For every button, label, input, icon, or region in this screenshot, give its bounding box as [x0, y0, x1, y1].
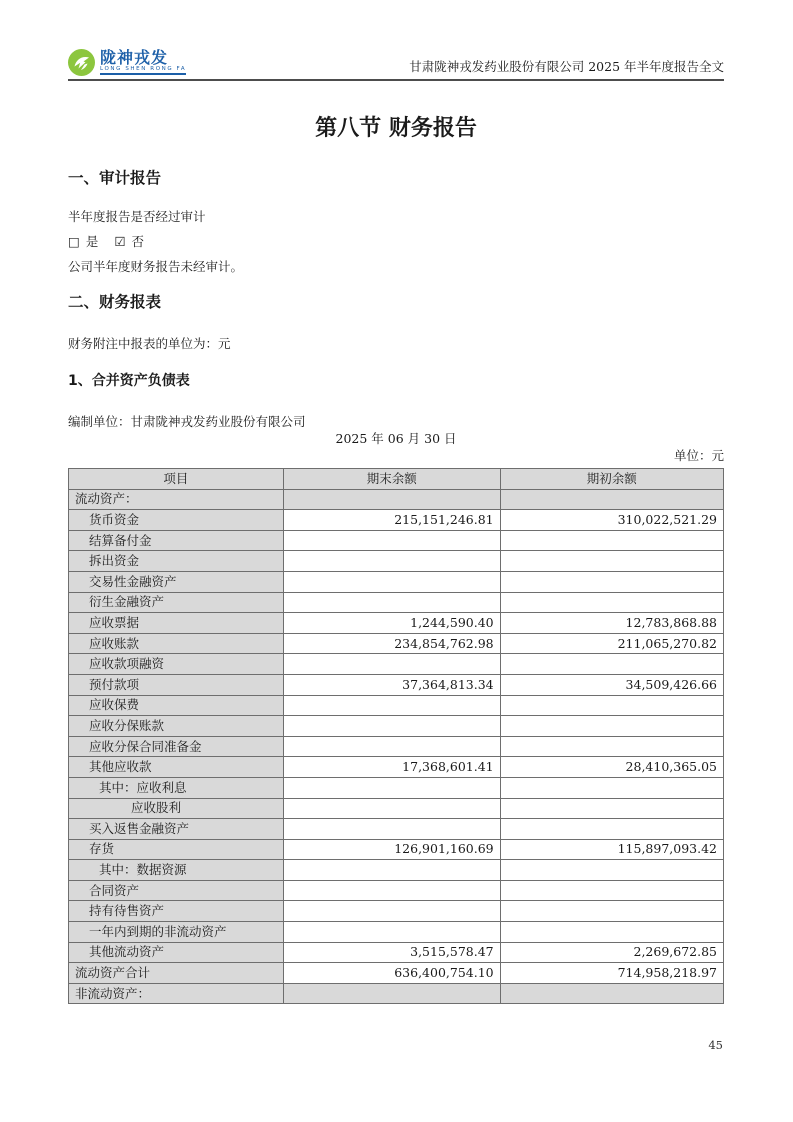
ending-balance-cell — [283, 860, 500, 881]
item-cell: 应收保费 — [69, 695, 284, 716]
table-header-row — [69, 469, 724, 490]
beginning-balance-cell — [500, 922, 723, 943]
audit-option-yes — [68, 234, 104, 249]
logo-text — [100, 50, 186, 75]
table-row — [69, 695, 724, 716]
item-cell: 预付款项 — [69, 674, 284, 695]
header-doc-title: 甘肃陇神戎发药业股份有限公司 2025 年半年度报告全文 — [409, 59, 724, 74]
ending-balance-cell: 17,368,601.41 — [283, 757, 500, 778]
logo-bird-icon — [68, 49, 95, 76]
page-number: 45 — [708, 1038, 723, 1052]
header-rule — [68, 79, 724, 81]
table-row — [69, 510, 724, 531]
beginning-balance-cell: 34,509,426.66 — [500, 674, 723, 695]
item-cell: 货币资金 — [69, 510, 284, 531]
checkbox-unchecked-icon: □ — [68, 234, 80, 249]
beginning-balance-cell — [500, 901, 723, 922]
beginning-balance-cell — [500, 798, 723, 819]
item-cell: 流动资产合计 — [69, 963, 284, 984]
item-cell: 买入返售金融资产 — [69, 819, 284, 840]
beginning-balance-cell — [500, 592, 723, 613]
ending-balance-cell — [283, 530, 500, 551]
option-yes-label: 是 — [85, 234, 99, 249]
table-row — [69, 592, 724, 613]
ending-balance-cell — [283, 716, 500, 737]
statements-unit-note: 财务附注中报表的单位为：元 — [68, 336, 231, 351]
beginning-balance-cell: 714,958,218.97 — [500, 963, 723, 984]
audit-option-no — [114, 234, 150, 249]
table-row — [69, 901, 724, 922]
item-cell: 拆出资金 — [69, 551, 284, 572]
item-cell: 流动资产： — [69, 489, 284, 510]
item-cell: 应收股利 — [69, 798, 284, 819]
ending-balance-cell — [283, 592, 500, 613]
page-header — [68, 46, 724, 76]
table-row — [69, 736, 724, 757]
item-cell: 衍生金融资产 — [69, 592, 284, 613]
ending-balance-cell — [283, 695, 500, 716]
item-cell: 其他流动资产 — [69, 942, 284, 963]
table-row — [69, 674, 724, 695]
item-cell: 持有待售资产 — [69, 901, 284, 922]
item-cell: 其中：数据资源 — [69, 860, 284, 881]
beginning-balance-cell: 28,410,365.05 — [500, 757, 723, 778]
statements-section-heading: 二、财务报表 — [68, 293, 162, 311]
table-row — [69, 571, 724, 592]
ending-balance-cell — [283, 571, 500, 592]
prepared-by: 编制单位：甘肃陇神戎发药业股份有限公司 — [68, 414, 306, 429]
beginning-balance-cell — [500, 819, 723, 840]
table-row — [69, 633, 724, 654]
page-title: 第八节 财务报告 — [315, 116, 477, 141]
table-row — [69, 716, 724, 737]
checkbox-checked-icon: ☑ — [114, 234, 126, 249]
table-row — [69, 757, 724, 778]
ending-balance-cell: 3,515,578.47 — [283, 942, 500, 963]
table-row — [69, 880, 724, 901]
table-row — [69, 489, 724, 510]
item-cell: 其中：应收利息 — [69, 777, 284, 798]
beginning-balance-cell: 2,269,672.85 — [500, 942, 723, 963]
ending-balance-cell: 234,854,762.98 — [283, 633, 500, 654]
beginning-balance-cell — [500, 736, 723, 757]
beginning-balance-cell — [500, 983, 723, 1004]
ending-balance-cell — [283, 736, 500, 757]
beginning-balance-cell — [500, 530, 723, 551]
audit-question: 半年度报告是否经过审计 — [68, 209, 206, 224]
ending-balance-cell — [283, 922, 500, 943]
ending-balance-cell — [283, 880, 500, 901]
beginning-balance-cell: 115,897,093.42 — [500, 839, 723, 860]
item-cell: 应收分保合同准备金 — [69, 736, 284, 757]
table-row — [69, 613, 724, 634]
beginning-balance-cell — [500, 695, 723, 716]
ending-balance-cell: 1,244,590.40 — [283, 613, 500, 634]
beginning-balance-cell: 310,022,521.29 — [500, 510, 723, 531]
audit-options — [68, 234, 724, 249]
table-row — [69, 839, 724, 860]
item-cell: 应收分保账款 — [69, 716, 284, 737]
beginning-balance-cell — [500, 880, 723, 901]
beginning-balance-cell — [500, 654, 723, 675]
table-row — [69, 963, 724, 984]
item-cell: 非流动资产： — [69, 983, 284, 1004]
beginning-balance-cell: 12,783,868.88 — [500, 613, 723, 634]
ending-balance-cell: 636,400,754.10 — [283, 963, 500, 984]
table-row — [69, 530, 724, 551]
col-header-item: 项目 — [69, 469, 284, 490]
item-cell: 结算备付金 — [69, 530, 284, 551]
table-row — [69, 819, 724, 840]
item-cell: 一年内到期的非流动资产 — [69, 922, 284, 943]
item-cell: 合同资产 — [69, 880, 284, 901]
table-row — [69, 798, 724, 819]
item-cell: 其他应收款 — [69, 757, 284, 778]
beginning-balance-cell: 211,065,270.82 — [500, 633, 723, 654]
col-header-ending-balance: 期末余额 — [283, 469, 500, 490]
ending-balance-cell — [283, 983, 500, 1004]
table-row — [69, 654, 724, 675]
unit-label: 单位：元 — [673, 448, 724, 463]
ending-balance-cell — [283, 901, 500, 922]
balance-sheet-subheading: 1、合并资产负债表 — [68, 373, 190, 389]
table-row — [69, 777, 724, 798]
logo-name-cn: 陇神戎发 — [100, 48, 169, 67]
balance-sheet-date: 2025 年 06 月 30 日 — [335, 431, 457, 446]
ending-balance-cell: 37,364,813.34 — [283, 674, 500, 695]
company-logo — [68, 49, 186, 76]
ending-balance-cell — [283, 798, 500, 819]
beginning-balance-cell — [500, 860, 723, 881]
beginning-balance-cell — [500, 571, 723, 592]
ending-balance-cell — [283, 489, 500, 510]
item-cell: 应收账款 — [69, 633, 284, 654]
balance-sheet-table — [68, 468, 724, 1004]
ending-balance-cell — [283, 819, 500, 840]
item-cell: 交易性金融资产 — [69, 571, 284, 592]
table-row — [69, 551, 724, 572]
logo-name-en: LONG SHEN RONG FA — [100, 66, 187, 72]
ending-balance-cell: 215,151,246.81 — [283, 510, 500, 531]
table-row — [69, 983, 724, 1004]
beginning-balance-cell — [500, 777, 723, 798]
option-no-label: 否 — [131, 234, 145, 249]
item-cell: 存货 — [69, 839, 284, 860]
audit-conclusion: 公司半年度财务报告未经审计。 — [68, 259, 244, 274]
ending-balance-cell — [283, 654, 500, 675]
item-cell: 应收票据 — [69, 613, 284, 634]
audit-section-heading: 一、审计报告 — [68, 169, 162, 187]
beginning-balance-cell — [500, 551, 723, 572]
beginning-balance-cell — [500, 489, 723, 510]
col-header-beginning-balance: 期初余额 — [500, 469, 723, 490]
table-row — [69, 942, 724, 963]
ending-balance-cell — [283, 551, 500, 572]
ending-balance-cell: 126,901,160.69 — [283, 839, 500, 860]
table-row — [69, 922, 724, 943]
beginning-balance-cell — [500, 716, 723, 737]
ending-balance-cell — [283, 777, 500, 798]
item-cell: 应收款项融资 — [69, 654, 284, 675]
table-row — [69, 860, 724, 881]
